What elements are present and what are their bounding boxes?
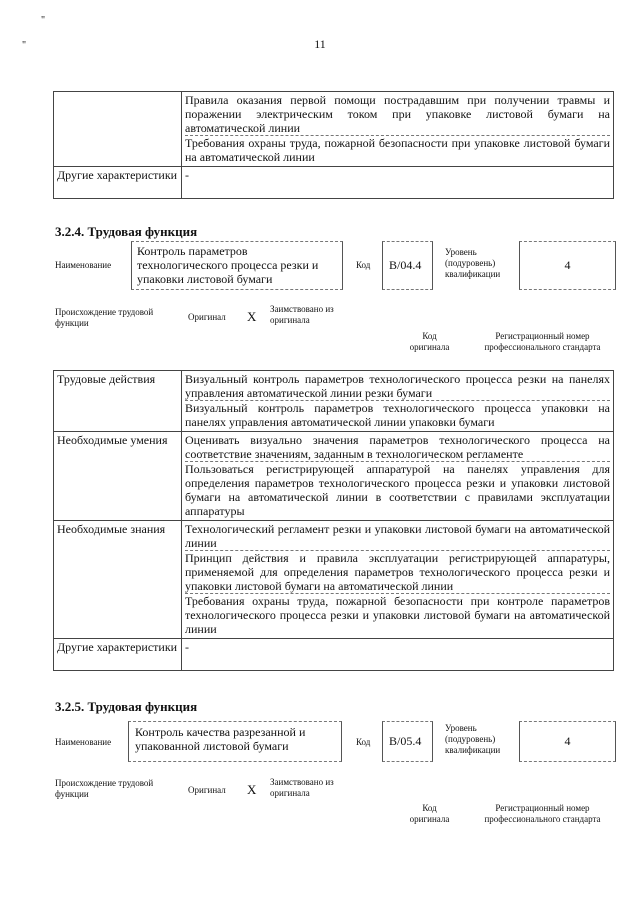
row-label: Трудовые действия — [54, 371, 182, 432]
page-number: 11 — [314, 37, 326, 51]
row-label: Необходимые умения — [54, 432, 182, 521]
row-content — [182, 521, 614, 639]
level-value: 4 — [564, 258, 571, 272]
function-table — [53, 370, 614, 671]
row-item: Оценивать визуально значения параметров технологического процесса на соответствие значениям, заданным в технологическом регламенте — [185, 433, 610, 461]
code-value: B/04.4 — [389, 258, 422, 272]
level-value: 4 — [564, 734, 571, 748]
section-heading: 3.2.5. Трудовая функция — [55, 699, 198, 714]
name-label: Наименование — [55, 737, 112, 747]
code-original-label: Код оригинала — [409, 803, 450, 824]
row-label — [54, 92, 182, 167]
section-heading: 3.2.4. Трудовая функция — [55, 224, 198, 239]
reg-number-label: Регистрационный номер профессионального стандарта — [484, 331, 601, 352]
row-item: Требования охраны труда, пожарной безопасности при упаковке листовой бумаги на автоматической линии — [185, 136, 610, 164]
table-row — [54, 521, 614, 639]
row-content — [182, 92, 614, 167]
row-item: Требования охраны труда, пожарной безопасности при контроле параметров технологического процесса резки и упаковки листовой бумаги на автоматической линии — [185, 594, 610, 636]
scan-mark: " — [41, 15, 46, 26]
row-label: Необходимые знания — [54, 521, 182, 639]
origin-label: Происхождение трудовой функции — [55, 307, 154, 328]
row-item: Визуальный контроль параметров технологического процесса упаковки на панелях управления автоматической линии упаковки бумаги — [185, 401, 610, 429]
table-row — [54, 371, 614, 432]
code-label: Код — [356, 737, 371, 747]
table-row — [54, 432, 614, 521]
original-checkmark: X — [247, 782, 257, 797]
row-label: Другие характеристики — [54, 167, 182, 199]
name-value-box — [131, 241, 343, 290]
borrowed-label: Заимствовано из оригинала — [270, 304, 334, 325]
level-label: Уровень (подуровень) квалификации — [445, 247, 501, 279]
borrowed-label: Заимствовано из оригинала — [270, 777, 334, 798]
table-row — [54, 92, 614, 167]
continuation-table — [53, 91, 614, 199]
name-value-box — [128, 721, 342, 762]
name-value: Контроль качества разрезанной и упакованной листовой бумаги — [135, 725, 306, 753]
level-label: Уровень (подуровень) квалификации — [445, 723, 501, 755]
code-original-label: Код оригинала — [409, 331, 450, 352]
row-item: Принцип действия и правила эксплуатации регистрирующей аппаратуры, применяемой для определения параметров технологического процесса резки и упаковки листовой бумаги на автоматической линии — [185, 551, 610, 593]
row-item: Технологический регламент резки и упаковки листовой бумаги на автоматической линии — [185, 522, 610, 550]
row-content — [182, 639, 614, 671]
table-row — [54, 167, 614, 199]
code-value-box — [382, 721, 433, 762]
reg-number-label: Регистрационный номер профессионального стандарта — [484, 803, 601, 824]
level-value-box — [519, 241, 616, 290]
row-item: Пользоваться регистрирующей аппаратурой на панелях управления для определения параметров технологического процесса резки и упаковки листовой бумаги на автоматической линии в соответствии с правилами эксплуатации аппаратуры — [185, 462, 610, 518]
original-label: Оригинал — [188, 312, 226, 322]
scan-mark: " — [22, 40, 27, 51]
name-value: Контроль параметров технологического процесса резки и упаковки листовой бумаги — [137, 244, 319, 286]
row-item: - — [185, 640, 189, 654]
row-content — [182, 167, 614, 199]
origin-label: Происхождение трудовой функции — [55, 778, 154, 799]
row-item: - — [185, 168, 189, 182]
code-value-box — [382, 241, 433, 290]
row-content — [182, 432, 614, 521]
original-checkmark: X — [247, 309, 257, 324]
code-label: Код — [356, 260, 371, 270]
table-row — [54, 639, 614, 671]
code-value: B/05.4 — [389, 734, 422, 748]
original-label: Оригинал — [188, 785, 226, 795]
row-item: Правила оказания первой помощи пострадавшим при получении травмы и поражении электрическим током при упаковке листовой бумаги на автоматической линии — [185, 93, 610, 135]
row-label: Другие характеристики — [54, 639, 182, 671]
level-value-box — [519, 721, 616, 762]
name-label: Наименование — [55, 260, 112, 270]
row-item: Визуальный контроль параметров технологического процесса резки на панелях управления автоматической линии резки бумаги — [185, 372, 610, 400]
row-content — [182, 371, 614, 432]
